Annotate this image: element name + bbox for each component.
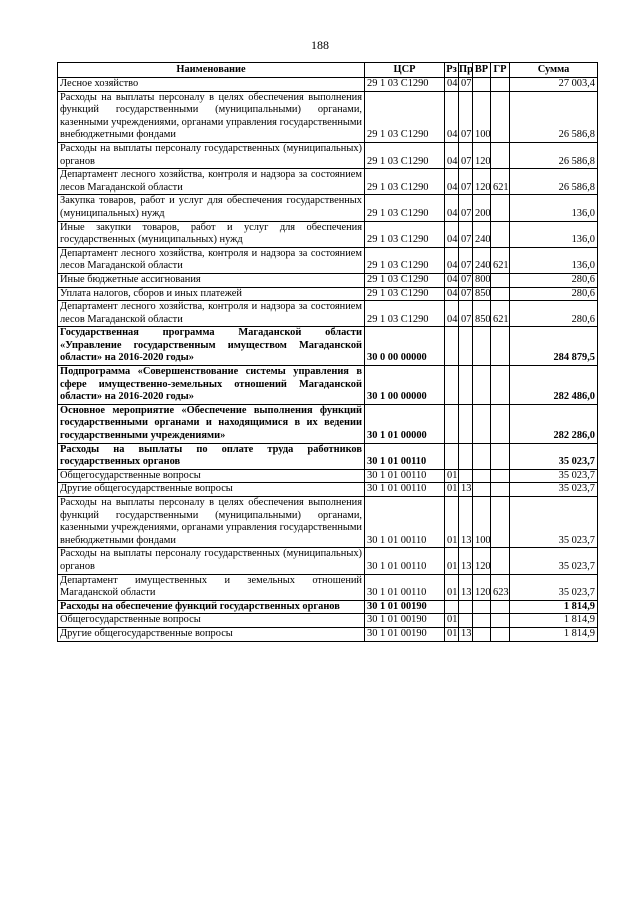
header-rz: Рз	[445, 63, 459, 78]
cell-gr	[491, 614, 510, 628]
cell-csr: 29 1 03 С1290	[365, 301, 445, 327]
cell-csr: 29 1 03 С1290	[365, 142, 445, 168]
cell-name: Иные бюджетные ассигнования	[58, 273, 365, 287]
header-vr: ВР	[473, 63, 491, 78]
cell-gr	[491, 78, 510, 92]
cell-gr: 623	[491, 574, 510, 600]
cell-pr: 13	[459, 574, 473, 600]
budget-table	[57, 62, 598, 642]
cell-name: Расходы на выплаты персоналу в целях обеспечения выполнения функций государственными (муниципальными) органами, казенными учреждениями, органами управления государственными внебюджетными фондами	[58, 497, 365, 548]
cell-pr	[459, 469, 473, 483]
cell-rz: 04	[445, 91, 459, 142]
header-sum: Сумма	[510, 63, 598, 78]
cell-gr	[491, 627, 510, 641]
cell-pr: 07	[459, 221, 473, 247]
cell-name: Департамент лесного хозяйства, контроля и надзора за состоянием лесов Магаданской области	[58, 247, 365, 273]
table-row	[58, 221, 598, 247]
cell-vr: 850	[473, 301, 491, 327]
cell-pr: 13	[459, 548, 473, 574]
table-row	[58, 247, 598, 273]
cell-rz: 04	[445, 169, 459, 195]
cell-pr: 13	[459, 483, 473, 497]
cell-csr: 29 1 03 С1290	[365, 195, 445, 221]
table-row	[58, 366, 598, 405]
table-row	[58, 469, 598, 483]
cell-gr	[491, 327, 510, 366]
cell-name: Подпрограмма «Совершенствование системы управления в сфере имущественно-земельных отношений Магаданской области» на 2016-2020 годы»	[58, 366, 365, 405]
table-header-row	[58, 63, 598, 78]
header-csr: ЦСР	[365, 63, 445, 78]
cell-sum: 26 586,8	[510, 91, 598, 142]
cell-csr: 30 0 00 00000	[365, 327, 445, 366]
cell-vr: 200	[473, 195, 491, 221]
cell-name: Основное мероприятие «Обеспечение выполнения функций государственными органами и находящимися в их ведении государственными учреждениями»	[58, 404, 365, 443]
cell-sum: 1 814,9	[510, 627, 598, 641]
cell-gr	[491, 195, 510, 221]
cell-vr: 100	[473, 497, 491, 548]
cell-sum: 35 023,7	[510, 469, 598, 483]
cell-gr	[491, 366, 510, 405]
cell-name: Расходы на выплаты персоналу государственных (муниципальных) органов	[58, 142, 365, 168]
cell-name: Расходы на выплаты персоналу государственных (муниципальных) органов	[58, 548, 365, 574]
cell-rz: 01	[445, 469, 459, 483]
cell-pr	[459, 366, 473, 405]
cell-pr: 07	[459, 301, 473, 327]
cell-gr: 621	[491, 247, 510, 273]
table-row	[58, 287, 598, 301]
table-row	[58, 548, 598, 574]
cell-gr: 621	[491, 169, 510, 195]
cell-vr	[473, 600, 491, 614]
cell-rz: 01	[445, 614, 459, 628]
table-row	[58, 169, 598, 195]
cell-csr: 30 1 01 00190	[365, 614, 445, 628]
cell-csr: 30 1 01 00110	[365, 483, 445, 497]
header-pr: Пр	[459, 63, 473, 78]
cell-rz	[445, 600, 459, 614]
cell-sum: 136,0	[510, 247, 598, 273]
table-row	[58, 195, 598, 221]
cell-pr	[459, 327, 473, 366]
cell-gr	[491, 404, 510, 443]
cell-sum: 284 879,5	[510, 327, 598, 366]
table-row	[58, 443, 598, 469]
cell-rz	[445, 404, 459, 443]
cell-rz: 04	[445, 287, 459, 301]
cell-csr: 30 1 01 00190	[365, 627, 445, 641]
cell-csr: 30 1 01 00190	[365, 600, 445, 614]
cell-vr	[473, 469, 491, 483]
cell-pr	[459, 443, 473, 469]
cell-rz: 04	[445, 195, 459, 221]
cell-name: Общегосударственные вопросы	[58, 614, 365, 628]
cell-gr	[491, 273, 510, 287]
cell-name: Другие общегосударственные вопросы	[58, 627, 365, 641]
cell-name: Департамент лесного хозяйства, контроля и надзора за состоянием лесов Магаданской области	[58, 169, 365, 195]
cell-vr: 240	[473, 247, 491, 273]
cell-pr: 07	[459, 247, 473, 273]
cell-rz: 01	[445, 483, 459, 497]
cell-name: Государственная программа Магаданской области «Управление государственным имуществом Магаданской области» на 2016-2020 годы»	[58, 327, 365, 366]
cell-vr	[473, 627, 491, 641]
cell-vr	[473, 366, 491, 405]
cell-csr: 30 1 01 00110	[365, 469, 445, 483]
cell-csr: 29 1 03 С1290	[365, 221, 445, 247]
cell-gr: 621	[491, 301, 510, 327]
cell-vr: 850	[473, 287, 491, 301]
table-row	[58, 78, 598, 92]
cell-rz	[445, 327, 459, 366]
cell-sum: 136,0	[510, 221, 598, 247]
cell-csr: 30 1 01 00110	[365, 574, 445, 600]
cell-name: Департамент лесного хозяйства, контроля и надзора за состоянием лесов Магаданской области	[58, 301, 365, 327]
table-row	[58, 574, 598, 600]
cell-sum: 280,6	[510, 301, 598, 327]
cell-gr	[491, 548, 510, 574]
cell-name: Закупка товаров, работ и услуг для обеспечения государственных (муниципальных) нужд	[58, 195, 365, 221]
cell-rz: 01	[445, 497, 459, 548]
page-number: 188	[311, 38, 329, 52]
cell-name: Иные закупки товаров, работ и услуг для обеспечения государственных (муниципальных) нужд	[58, 221, 365, 247]
cell-rz: 01	[445, 548, 459, 574]
cell-pr: 07	[459, 287, 473, 301]
cell-rz: 01	[445, 574, 459, 600]
cell-name: Общегосударственные вопросы	[58, 469, 365, 483]
cell-pr: 07	[459, 91, 473, 142]
cell-rz: 04	[445, 78, 459, 92]
cell-rz: 04	[445, 301, 459, 327]
table-row	[58, 614, 598, 628]
cell-gr	[491, 142, 510, 168]
cell-name: Расходы на обеспечение функций государственных органов	[58, 600, 365, 614]
cell-pr	[459, 614, 473, 628]
cell-vr	[473, 614, 491, 628]
cell-gr	[491, 600, 510, 614]
header-name: Наименование	[58, 63, 365, 78]
cell-sum: 35 023,7	[510, 483, 598, 497]
cell-sum: 282 286,0	[510, 404, 598, 443]
cell-csr: 30 1 01 00000	[365, 404, 445, 443]
cell-name: Другие общегосударственные вопросы	[58, 483, 365, 497]
cell-sum: 35 023,7	[510, 548, 598, 574]
cell-pr: 07	[459, 195, 473, 221]
table-row	[58, 404, 598, 443]
table-body	[58, 78, 598, 642]
cell-vr	[473, 443, 491, 469]
cell-rz: 04	[445, 142, 459, 168]
cell-rz	[445, 443, 459, 469]
cell-vr	[473, 78, 491, 92]
cell-pr: 13	[459, 497, 473, 548]
table-row	[58, 483, 598, 497]
cell-vr: 800	[473, 273, 491, 287]
cell-pr	[459, 600, 473, 614]
cell-sum: 27 003,4	[510, 78, 598, 92]
cell-sum: 280,6	[510, 273, 598, 287]
cell-sum: 282 486,0	[510, 366, 598, 405]
cell-vr	[473, 404, 491, 443]
table-row	[58, 142, 598, 168]
cell-sum: 136,0	[510, 195, 598, 221]
cell-gr	[491, 91, 510, 142]
cell-vr: 120	[473, 142, 491, 168]
cell-gr	[491, 287, 510, 301]
cell-csr: 29 1 03 С1290	[365, 169, 445, 195]
cell-csr: 29 1 03 С1290	[365, 78, 445, 92]
cell-pr: 13	[459, 627, 473, 641]
table-row	[58, 301, 598, 327]
cell-sum: 35 023,7	[510, 574, 598, 600]
cell-name: Лесное хозяйство	[58, 78, 365, 92]
table-row	[58, 91, 598, 142]
cell-vr: 240	[473, 221, 491, 247]
table-row	[58, 273, 598, 287]
cell-pr: 07	[459, 273, 473, 287]
cell-pr	[459, 404, 473, 443]
cell-csr: 30 1 01 00110	[365, 497, 445, 548]
table-row	[58, 627, 598, 641]
cell-sum: 26 586,8	[510, 142, 598, 168]
cell-csr: 30 1 00 00000	[365, 366, 445, 405]
cell-sum: 26 586,8	[510, 169, 598, 195]
cell-name: Расходы на выплаты по оплате труда работников государственных органов	[58, 443, 365, 469]
cell-sum: 35 023,7	[510, 443, 598, 469]
cell-vr: 120	[473, 548, 491, 574]
cell-sum: 1 814,9	[510, 600, 598, 614]
cell-pr: 07	[459, 78, 473, 92]
cell-sum: 280,6	[510, 287, 598, 301]
cell-name: Департамент имущественных и земельных отношений Магаданской области	[58, 574, 365, 600]
cell-rz: 04	[445, 273, 459, 287]
cell-name: Уплата налогов, сборов и иных платежей	[58, 287, 365, 301]
cell-vr	[473, 483, 491, 497]
cell-gr	[491, 221, 510, 247]
table-row	[58, 600, 598, 614]
cell-csr: 30 1 01 00110	[365, 548, 445, 574]
cell-csr: 29 1 03 С1290	[365, 91, 445, 142]
cell-rz: 01	[445, 627, 459, 641]
cell-gr	[491, 497, 510, 548]
cell-csr: 30 1 01 00110	[365, 443, 445, 469]
cell-rz: 04	[445, 221, 459, 247]
cell-gr	[491, 469, 510, 483]
cell-rz	[445, 366, 459, 405]
cell-vr: 100	[473, 91, 491, 142]
cell-sum: 1 814,9	[510, 614, 598, 628]
cell-vr: 120	[473, 169, 491, 195]
cell-csr: 29 1 03 С1290	[365, 247, 445, 273]
cell-name: Расходы на выплаты персоналу в целях обеспечения выполнения функций государственными (муниципальными) органами, казенными учреждениями, органами управления государственными внебюджетными фондами	[58, 91, 365, 142]
header-gr: ГР	[491, 63, 510, 78]
cell-rz: 04	[445, 247, 459, 273]
cell-pr: 07	[459, 169, 473, 195]
cell-pr: 07	[459, 142, 473, 168]
cell-gr	[491, 483, 510, 497]
table-row	[58, 327, 598, 366]
cell-csr: 29 1 03 С1290	[365, 273, 445, 287]
cell-gr	[491, 443, 510, 469]
table-row	[58, 497, 598, 548]
cell-sum: 35 023,7	[510, 497, 598, 548]
cell-vr	[473, 327, 491, 366]
cell-vr: 120	[473, 574, 491, 600]
cell-csr: 29 1 03 С1290	[365, 287, 445, 301]
